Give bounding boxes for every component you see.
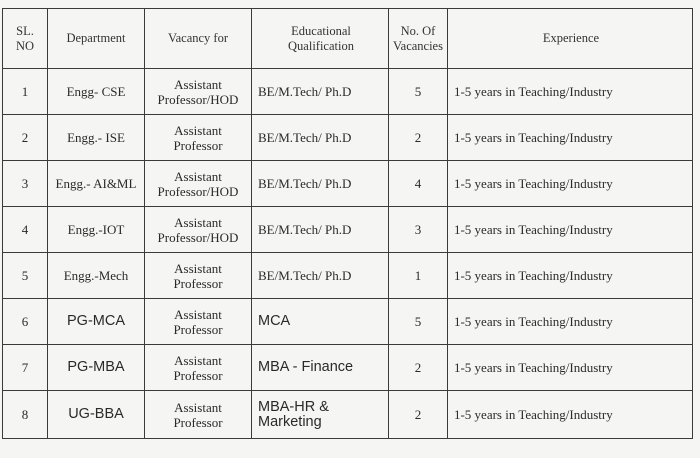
cell-experience: 1-5 years in Teaching/Industry [447,69,692,115]
cell-qualification: BE/M.Tech/ Ph.D [252,69,389,115]
cell-vacancies: 5 [389,299,448,345]
table-row [3,345,693,391]
table-row [3,391,693,439]
cell-vacancy-for: Assistant Professor [145,299,252,345]
cell-vacancies: 1 [389,253,448,299]
table-row [3,299,693,345]
cell-qualification: MBA - Finance [252,345,389,391]
header-qualification: Educational Qualification [252,9,389,69]
header-sl-no: SL. NO [3,9,48,69]
header-no-of-vacancies: No. Of Vacancies [389,9,448,69]
cell-sl: 3 [3,161,48,207]
cell-vacancies: 2 [389,391,448,439]
cell-experience: 1-5 years in Teaching/Industry [447,115,692,161]
table-row [3,69,693,115]
cell-vacancy-for: Assistant Professor [145,345,252,391]
cell-experience: 1-5 years in Teaching/Industry [447,253,692,299]
cell-department: PG-MBA [48,345,145,391]
header-experience: Experience [447,9,692,69]
cell-department: Engg.-Mech [48,253,145,299]
header-department: Department [48,9,145,69]
cell-department: Engg.- AI&ML [48,161,145,207]
cell-vacancies: 5 [389,69,448,115]
cell-department: Engg.- ISE [48,115,145,161]
cell-qualification: BE/M.Tech/ Ph.D [252,253,389,299]
cell-sl: 5 [3,253,48,299]
cell-qualification: BE/M.Tech/ Ph.D [252,161,389,207]
cell-vacancies: 2 [389,345,448,391]
cell-vacancy-for: Assistant Professor/HOD [145,161,252,207]
table-row [3,253,693,299]
cell-sl: 8 [3,391,48,439]
cell-sl: 7 [3,345,48,391]
cell-department: PG-MCA [48,299,145,345]
cell-qualification: MCA [252,299,389,345]
cell-vacancy-for: Assistant Professor/HOD [145,69,252,115]
table-header-row [3,9,693,69]
vacancy-table [2,8,693,439]
cell-experience: 1-5 years in Teaching/Industry [447,161,692,207]
cell-sl: 2 [3,115,48,161]
table-row [3,115,693,161]
cell-qualification: MBA-HR & Marketing [252,391,389,439]
cell-sl: 1 [3,69,48,115]
cell-sl: 4 [3,207,48,253]
cell-experience: 1-5 years in Teaching/Industry [447,391,692,439]
table-row [3,207,693,253]
cell-vacancy-for: Assistant Professor [145,253,252,299]
cell-vacancy-for: Assistant Professor/HOD [145,207,252,253]
cell-sl: 6 [3,299,48,345]
cell-vacancies: 4 [389,161,448,207]
cell-experience: 1-5 years in Teaching/Industry [447,345,692,391]
table-row [3,161,693,207]
cell-vacancies: 3 [389,207,448,253]
header-vacancy-for: Vacancy for [145,9,252,69]
cell-vacancy-for: Assistant Professor [145,115,252,161]
cell-qualification: BE/M.Tech/ Ph.D [252,207,389,253]
cell-department: UG-BBA [48,391,145,439]
cell-department: Engg.-IOT [48,207,145,253]
cell-experience: 1-5 years in Teaching/Industry [447,299,692,345]
cell-vacancies: 2 [389,115,448,161]
cell-department: Engg- CSE [48,69,145,115]
cell-qualification: BE/M.Tech/ Ph.D [252,115,389,161]
cell-experience: 1-5 years in Teaching/Industry [447,207,692,253]
cell-vacancy-for: Assistant Professor [145,391,252,439]
